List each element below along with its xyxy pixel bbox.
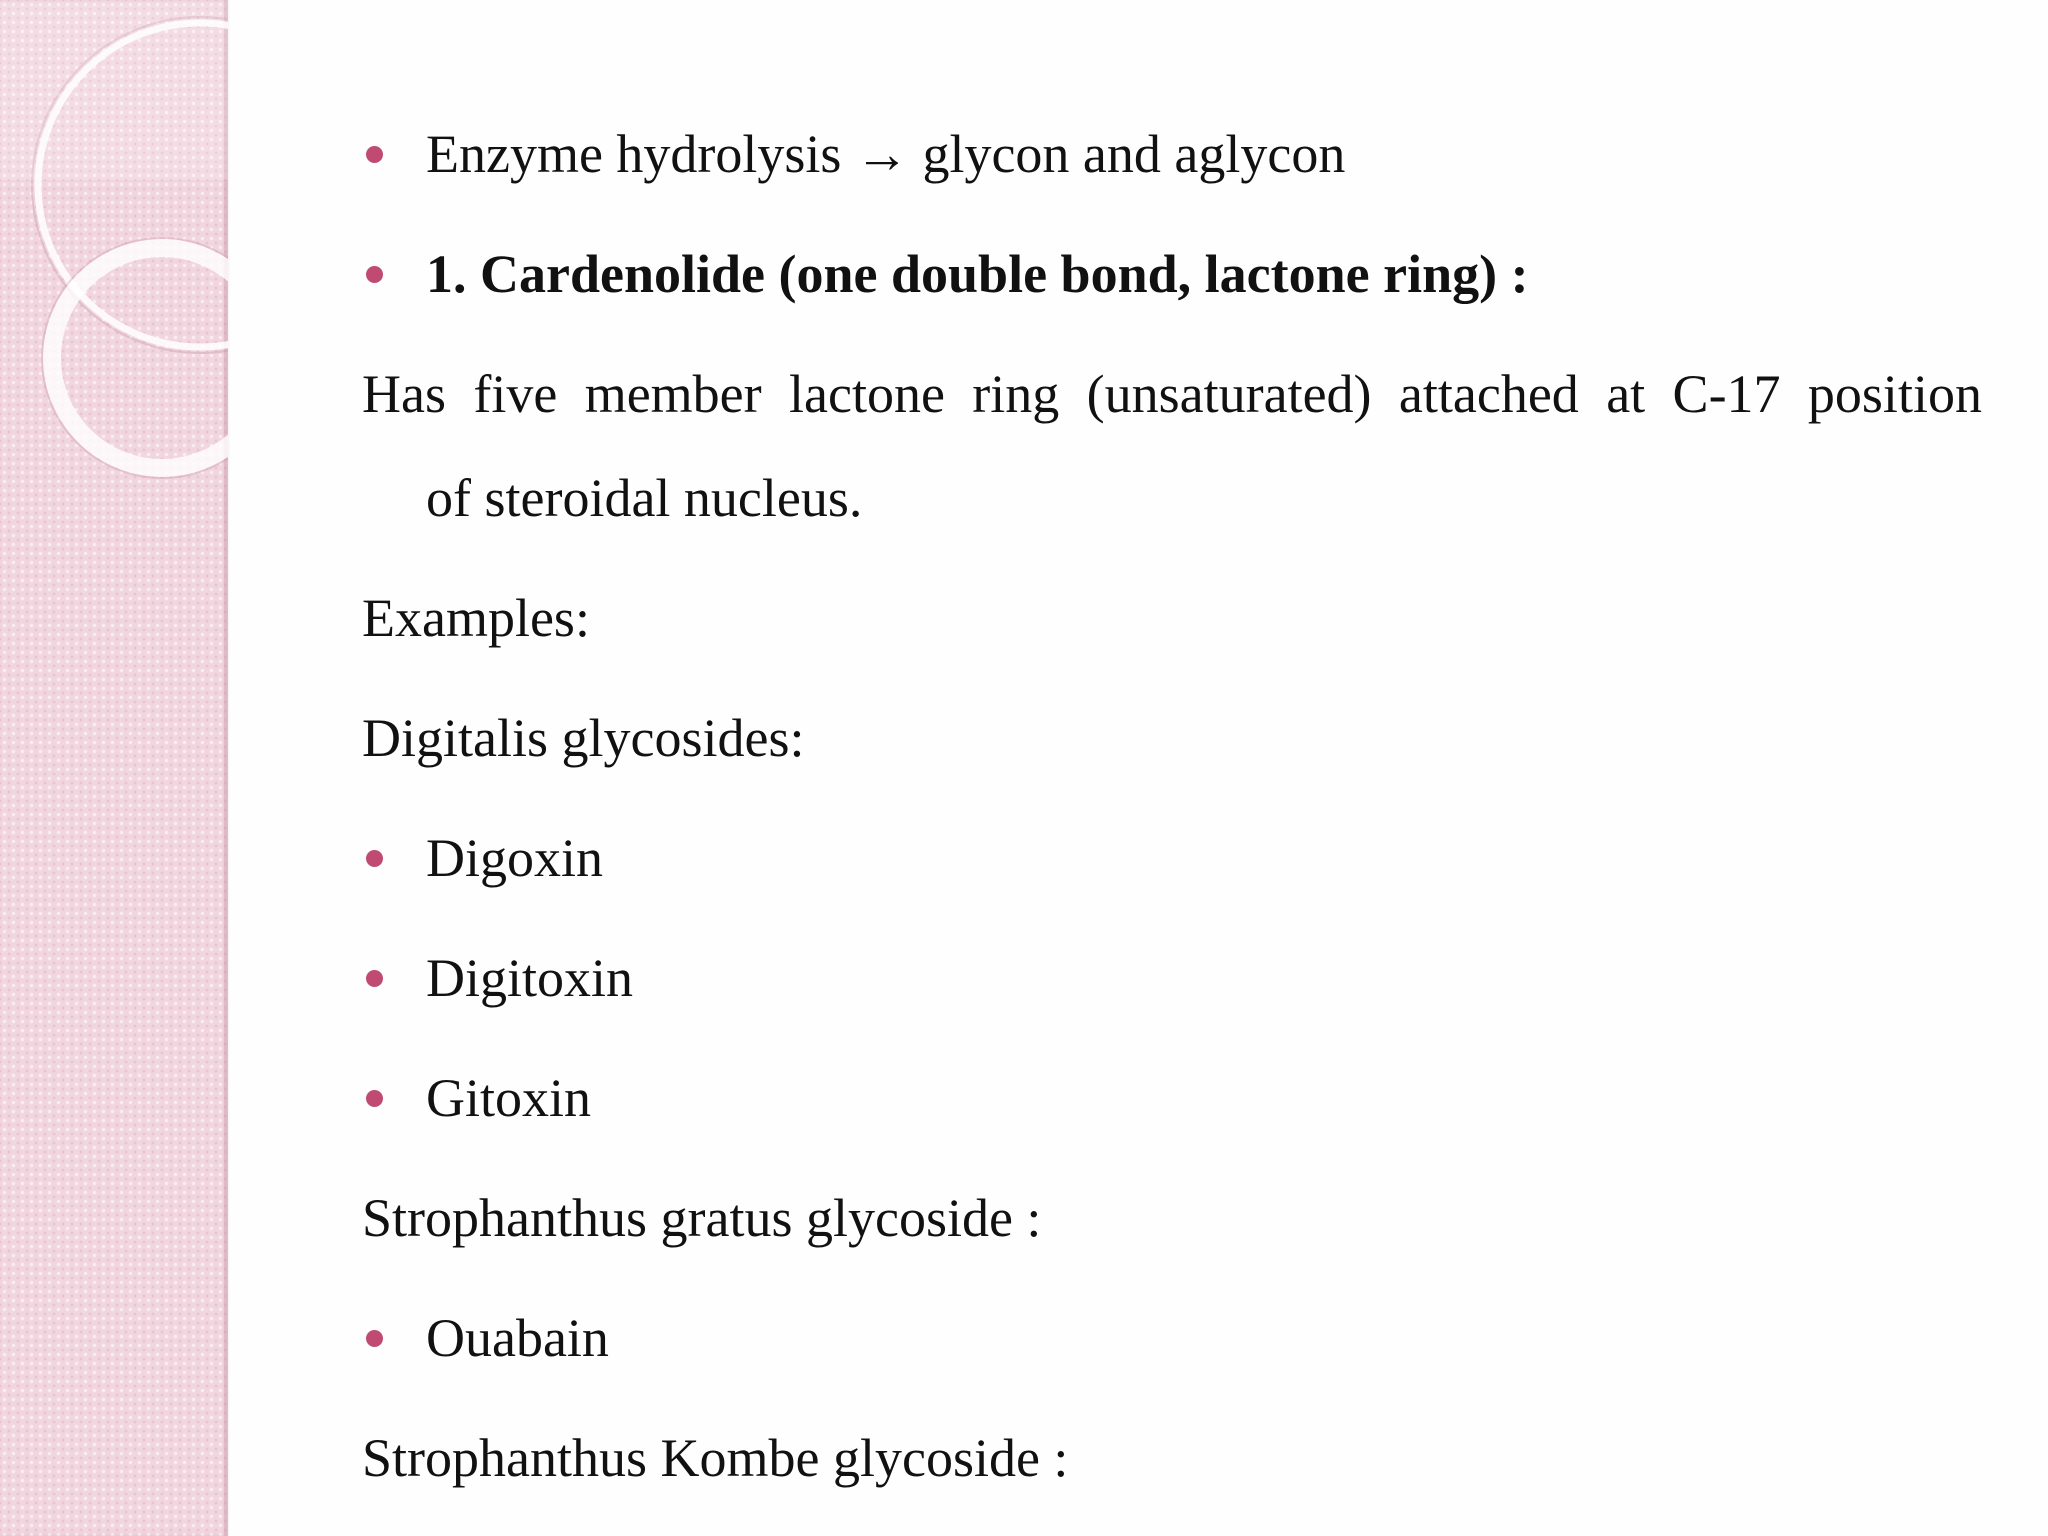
bullet-text: Digoxin <box>426 828 604 888</box>
bullet-digoxin <box>362 816 1982 936</box>
strophanthus-kombe-label: Strophanthus Kombe glycoside : <box>362 1428 1069 1488</box>
bullet-digitoxin <box>362 936 1982 1056</box>
bullet-text: 1. Cardenolide (one double bond, lactone ring) : <box>426 244 1529 304</box>
bullet-text: Gitoxin <box>426 1068 592 1128</box>
small-ring-outline <box>42 238 240 478</box>
word: position <box>1807 364 1982 424</box>
examples-label: Examples: <box>362 588 590 648</box>
bullet-text: Digitoxin <box>426 948 634 1008</box>
word: member <box>584 364 762 424</box>
bullet-dot-icon <box>366 850 383 867</box>
description-line-2: of steroidal nucleus. <box>426 468 863 528</box>
word: five <box>473 364 558 424</box>
cardenolide-description <box>362 352 1982 576</box>
word: Has <box>362 364 446 424</box>
top-highlight <box>0 0 228 180</box>
bullet-dot-icon <box>366 266 383 283</box>
bullet-dot-icon <box>366 1090 383 1107</box>
bullet-ouabain <box>362 1296 1982 1416</box>
word: attached <box>1398 364 1579 424</box>
bullet-gitoxin <box>362 1056 1982 1176</box>
decorative-rings <box>0 0 240 520</box>
bullet-dot-icon <box>366 1330 383 1347</box>
word: C-17 <box>1672 364 1781 424</box>
bullet-dot-icon <box>366 970 383 987</box>
digitalis-label: Digitalis glycosides: <box>362 708 805 768</box>
bullet-text: Enzyme hydrolysis → glycon and aglycon <box>426 124 1346 184</box>
bullet-text: Ouabain <box>426 1308 609 1368</box>
slide-content <box>362 112 1982 1536</box>
bullet-dot-icon <box>366 146 383 163</box>
word: ring <box>972 364 1060 424</box>
description-line-1 <box>362 352 1982 456</box>
word: at <box>1606 364 1646 424</box>
strophanthus-gratus-label: Strophanthus gratus glycoside : <box>362 1188 1042 1248</box>
word: lactone <box>789 364 945 424</box>
bullet-enzyme-hydrolysis <box>362 112 1982 232</box>
bullet-cardenolide-heading <box>362 232 1982 352</box>
word: (unsaturated) <box>1086 364 1372 424</box>
small-ring <box>52 248 240 468</box>
